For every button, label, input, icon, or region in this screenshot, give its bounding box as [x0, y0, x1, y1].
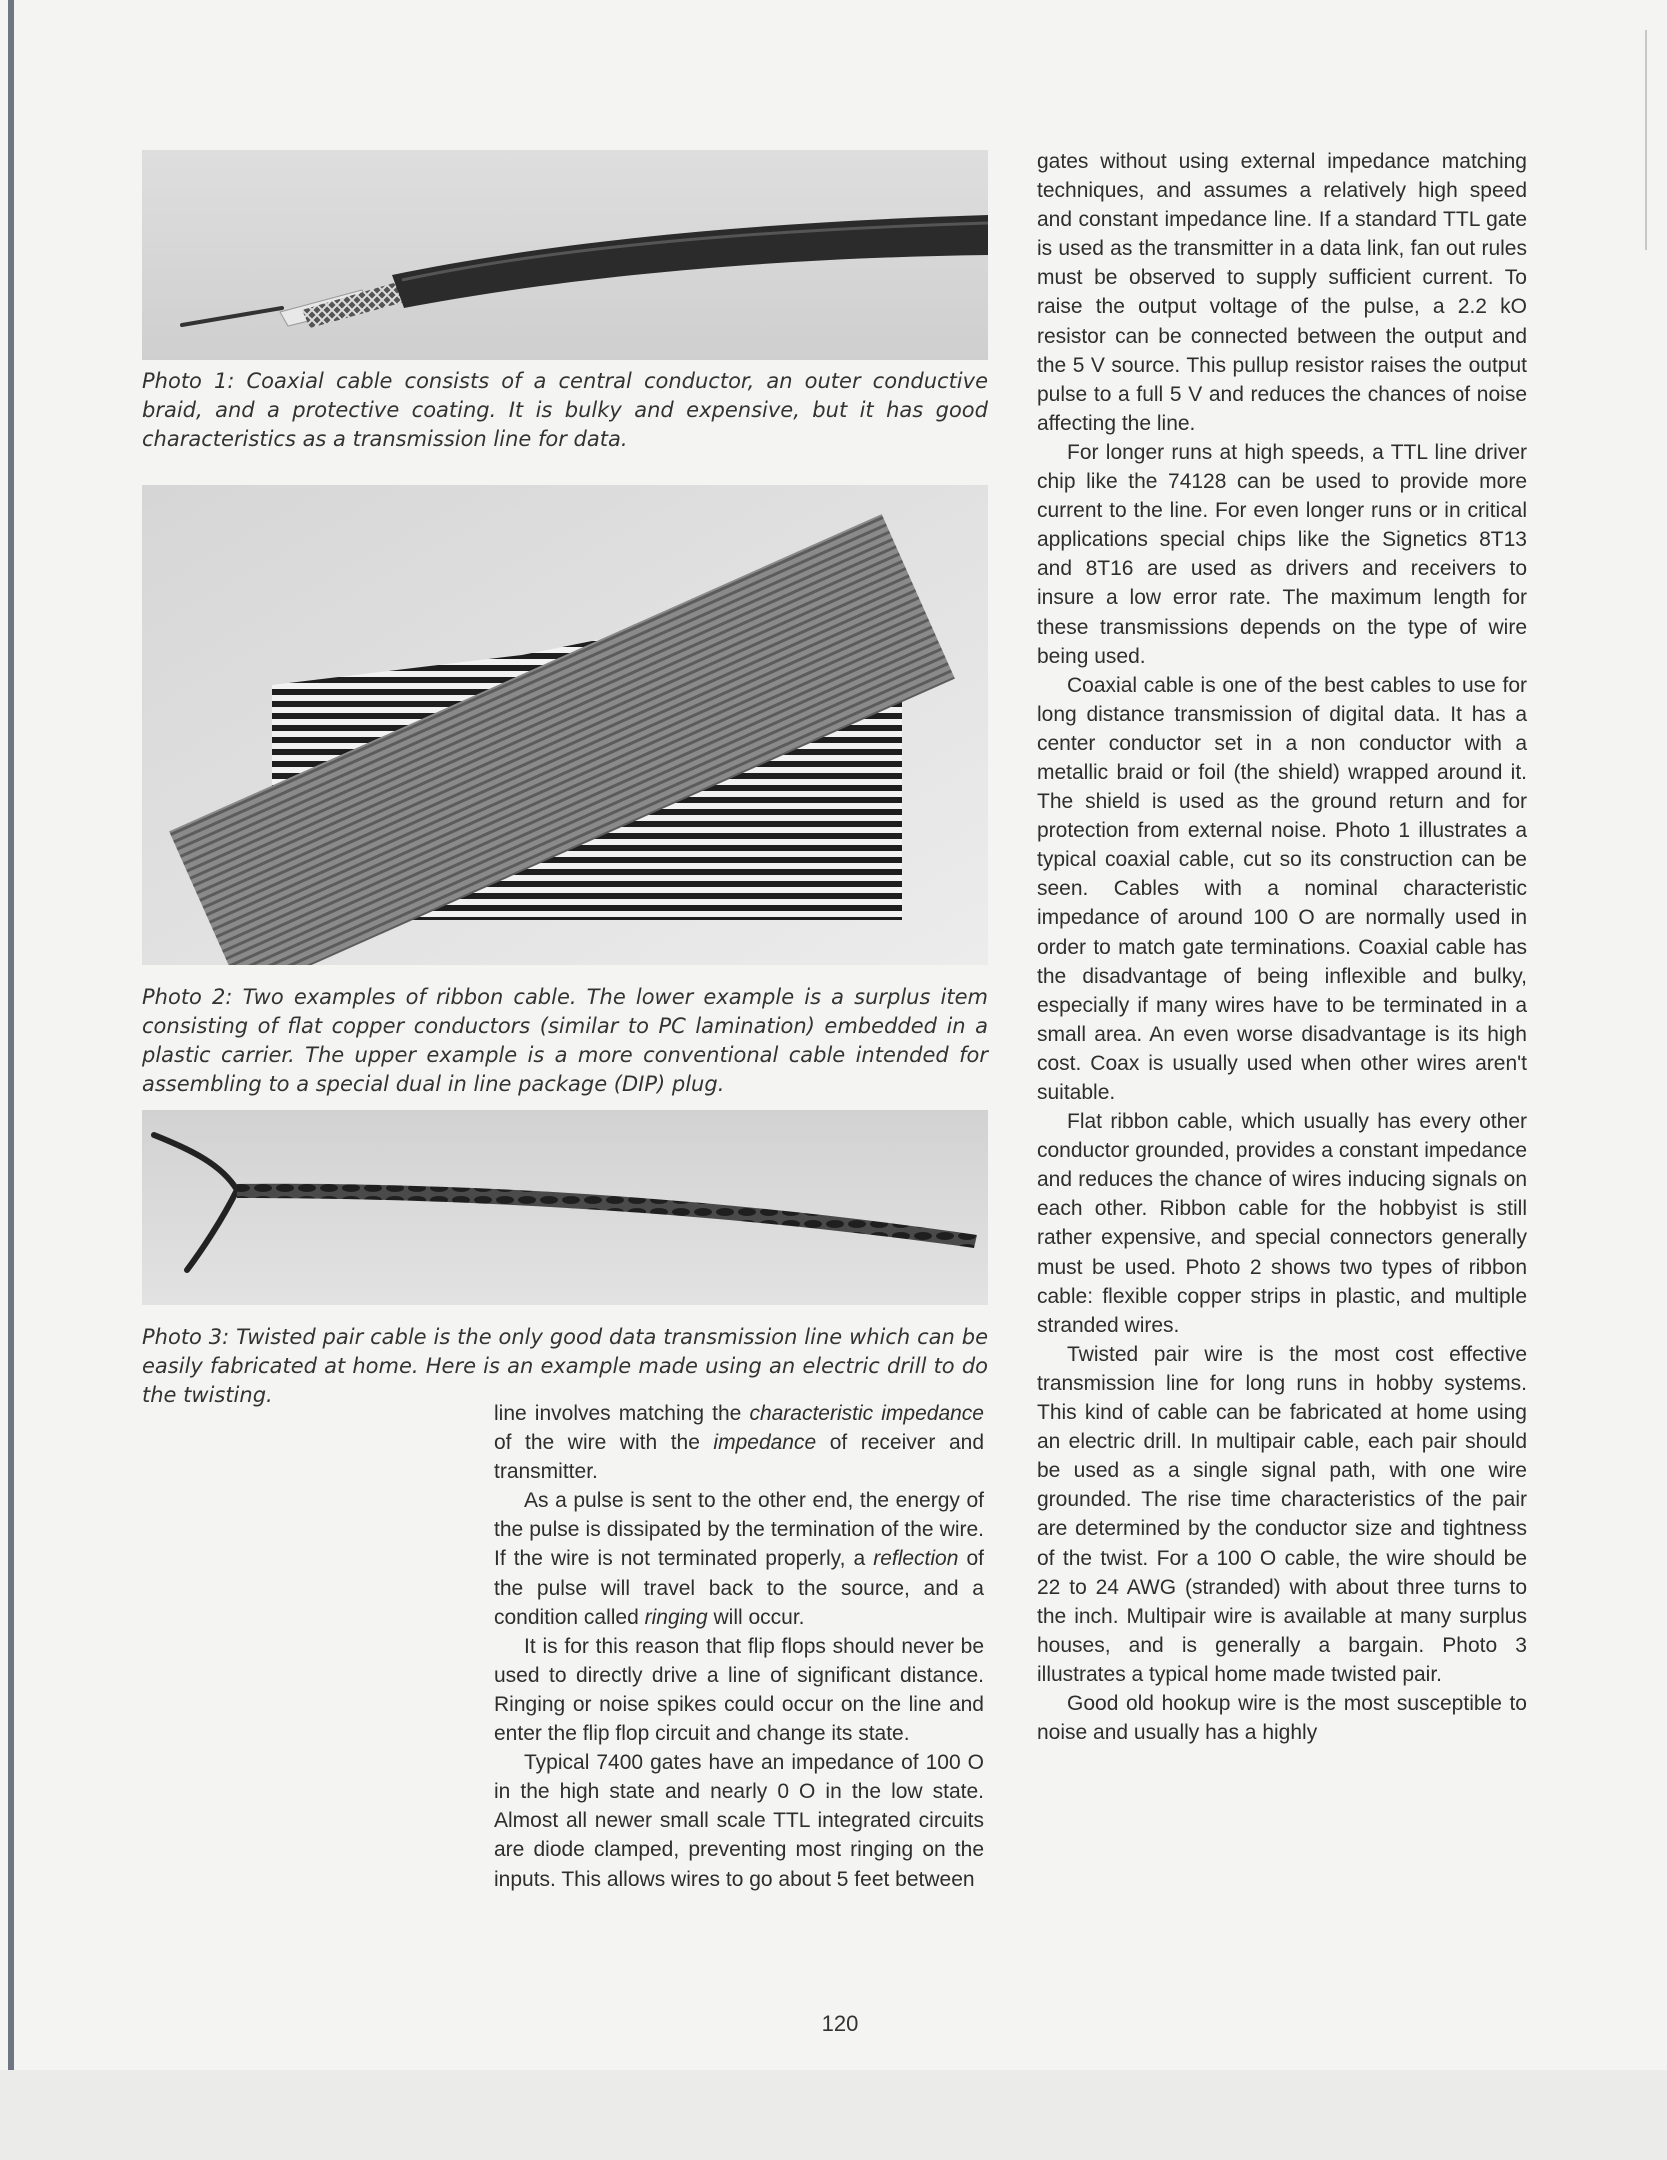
paragraph: Twisted pair wire is the most cost effective transmission line for long runs in hobby systems. This kind of cable can be fabricated at home using an electric drill. In multipair cable, each pair should be used as a single signal path, with one wire grounded. The rise time characteristics of the pair are determined by the conductor size and tightness of the twist. For a 100 O cable, the wire should be 22 to 24 AWG (stranded) with about three turns to the inch. Multipair wire is available at many surplus houses, and is generally a bargain. Photo 3 illustrates a typical home made twisted pair. [1037, 1342, 1527, 1686]
photo-twisted-pair [142, 1110, 988, 1305]
paragraph: For longer runs at high speeds, a TTL line driver chip like the 74128 can be used to provide more current to the line. For even longer runs or in critical applications special chips like the Signetics 8T13 and 8T16 are used as drivers and receivers to insure a low error rate. The maximum length for these transmissions depends on the type of wire being used. [1037, 440, 1527, 668]
paragraph: It is for this reason that flip flops should never be used to directly drive a line of significant distance. Ringing or noise spikes could occur on the line and enter the flip flop circuit and change its state. [494, 1634, 984, 1746]
photo-3-caption: Photo 3: Twisted pair cable is the only good data transmission line which can be easily fabricated at home. Here is an example made using an electric drill to do the twisting. [142, 1325, 988, 1407]
article-column-right [1037, 147, 1527, 1747]
photo-2-caption: Photo 2: Two examples of ribbon cable. The lower example is a surplus item consisting of flat copper conductors (similar to PC lamination) embedded in a plastic carrier. The upper example is a more conventional cable intended for assembling to a special dual in line package (DIP) plug. [142, 985, 988, 1096]
page-binding-edge [8, 0, 14, 2070]
photo-ribbon-cable [142, 485, 988, 965]
paragraph: gates without using external impedance matching techniques, and assumes a relatively high speed and constant impedance line. If a standard TTL gate is used as the transmitter in a data link, fan out rules must be observed to supply sufficient current. To raise the output voltage of the pulse, a 2.2 kO resistor can be connected between the output and the 5 V source. This pullup resistor raises the output pulse to a full 5 V and reduces the chances of noise affecting the line. [1037, 150, 1527, 435]
page-number: 120 [821, 2011, 859, 2036]
paragraph: Coaxial cable is one of the best cables to use for long distance transmission of digital data. It has a center conductor set in a non conductor with a metallic braid or foil (the shield) wrapped around it. The shield is used as the ground return and for protection from external noise. Photo 1 illustrates a typical coaxial cable, cut so its construction can be seen. Cables with a nominal characteristic impedance of around 100 O are normally used in order to match gate terminations. Coaxial cable has the disadvantage of being inflexible and bulky, especially if many wires have to be terminated in a small area. An even worse disadvantage is its high cost. Coax is usually used when other wires aren't suitable. [1037, 673, 1527, 1104]
article-column-middle [494, 1399, 984, 1894]
page-bottom-margin [0, 2070, 1667, 2160]
photo-1-caption: Photo 1: Coaxial cable consists of a central conductor, an outer conductive braid, and a protective coating. It is bulky and expensive, but it has good characteristics as a transmission line for data. [142, 369, 988, 451]
paragraph: Flat ribbon cable, which usually has every other conductor grounded, provides a constant impedance and reduces the chance of wires inducing signals on each other. Ribbon cable for the hobbyist is still rather expensive, and special connectors generally must be used. Photo 2 shows two types of ribbon cable: flexible copper strips in plastic, and multiple stranded wires. [1037, 1110, 1527, 1337]
photo-coaxial-cable [142, 150, 988, 360]
paragraph: line involves matching the characteristic impedance of the wire with the impedance of receiver and transmitter. [494, 1402, 984, 1484]
page-edge-mark [1645, 30, 1647, 250]
paragraph: Good old hookup wire is the most susceptible to noise and usually has a highly [1037, 1691, 1527, 1745]
paragraph: Typical 7400 gates have an impedance of 100 O in the high state and nearly 0 O in the low state. Almost all newer small scale TTL integrated circuits are diode clamped, preventing most ringing on the inputs. This allows wires to go about 5 feet between [494, 1751, 984, 1891]
paragraph: As a pulse is sent to the other end, the energy of the pulse is dissipated by the termination of the wire. If the wire is not terminated properly, a reflection of the pulse will travel back to the source, and a condition called ringing will occur. [494, 1489, 984, 1629]
